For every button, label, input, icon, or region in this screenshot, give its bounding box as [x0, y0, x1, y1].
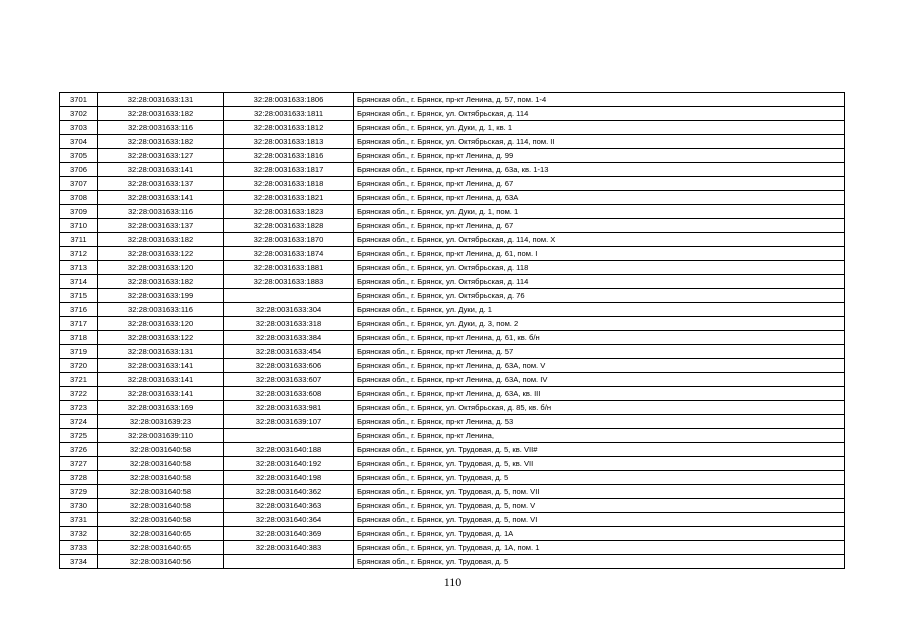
table-row	[60, 107, 845, 121]
row-number-cell: 3719	[60, 345, 98, 359]
address-cell: Брянская обл., г. Брянск, пр-кт Ленина, д. 63а, кв. 1-13	[354, 163, 845, 177]
parcel-number-cell: 32:28:0031640:65	[98, 527, 224, 541]
object-number-cell: 32:28:0031633:1828	[224, 219, 354, 233]
parcel-number-cell: 32:28:0031633:122	[98, 331, 224, 345]
object-number-cell: 32:28:0031633:1811	[224, 107, 354, 121]
parcel-number-cell: 32:28:0031633:116	[98, 121, 224, 135]
parcel-number-cell: 32:28:0031633:127	[98, 149, 224, 163]
object-number-cell: 32:28:0031633:1816	[224, 149, 354, 163]
parcel-number-cell: 32:28:0031640:58	[98, 443, 224, 457]
row-number-cell: 3731	[60, 513, 98, 527]
parcel-number-cell: 32:28:0031633:120	[98, 317, 224, 331]
address-cell: Брянская обл., г. Брянск, пр-кт Ленина, д. 53	[354, 415, 845, 429]
address-cell: Брянская обл., г. Брянск, пр-кт Ленина, д. 61, пом. I	[354, 247, 845, 261]
address-cell: Брянская обл., г. Брянск, пр-кт Ленина, д. 63А, пом. IV	[354, 373, 845, 387]
row-number-cell: 3704	[60, 135, 98, 149]
address-cell: Брянская обл., г. Брянск, ул. Дуки, д. 1	[354, 303, 845, 317]
object-number-cell	[224, 429, 354, 443]
row-number-cell: 3712	[60, 247, 98, 261]
table-row	[60, 513, 845, 527]
object-number-cell: 32:28:0031640:369	[224, 527, 354, 541]
table-row	[60, 359, 845, 373]
parcel-number-cell: 32:28:0031633:182	[98, 233, 224, 247]
row-number-cell: 3722	[60, 387, 98, 401]
table-row	[60, 401, 845, 415]
object-number-cell: 32:28:0031633:454	[224, 345, 354, 359]
object-number-cell: 32:28:0031633:1874	[224, 247, 354, 261]
address-cell: Брянская обл., г. Брянск, пр-кт Ленина, д. 67	[354, 177, 845, 191]
table-row	[60, 345, 845, 359]
parcel-number-cell: 32:28:0031633:116	[98, 303, 224, 317]
address-cell: Брянская обл., г. Брянск, пр-кт Ленина, д. 99	[354, 149, 845, 163]
table-row	[60, 289, 845, 303]
address-cell: Брянская обл., г. Брянск, ул. Октябрьская, д. 85, кв. б/н	[354, 401, 845, 415]
object-number-cell: 32:28:0031633:1870	[224, 233, 354, 247]
table-row	[60, 331, 845, 345]
row-number-cell: 3707	[60, 177, 98, 191]
object-number-cell: 32:28:0031633:608	[224, 387, 354, 401]
parcel-number-cell: 32:28:0031640:58	[98, 471, 224, 485]
parcel-number-cell: 32:28:0031633:120	[98, 261, 224, 275]
parcel-number-cell: 32:28:0031633:169	[98, 401, 224, 415]
parcel-number-cell: 32:28:0031633:141	[98, 359, 224, 373]
table-row	[60, 429, 845, 443]
table-row	[60, 275, 845, 289]
parcel-number-cell: 32:28:0031633:131	[98, 93, 224, 107]
address-cell: Брянская обл., г. Брянск, пр-кт Ленина, д. 63А	[354, 191, 845, 205]
object-number-cell: 32:28:0031640:362	[224, 485, 354, 499]
address-cell: Брянская обл., г. Брянск, ул. Трудовая, д. 5, пом. V	[354, 499, 845, 513]
row-number-cell: 3730	[60, 499, 98, 513]
table-row	[60, 233, 845, 247]
table-row	[60, 191, 845, 205]
address-cell: Брянская обл., г. Брянск, ул. Октябрьская, д. 118	[354, 261, 845, 275]
object-number-cell: 32:28:0031640:364	[224, 513, 354, 527]
object-number-cell: 32:28:0031640:383	[224, 541, 354, 555]
object-number-cell: 32:28:0031640:188	[224, 443, 354, 457]
table-row	[60, 303, 845, 317]
object-number-cell: 32:28:0031633:384	[224, 331, 354, 345]
object-number-cell: 32:28:0031633:1881	[224, 261, 354, 275]
object-number-cell: 32:28:0031633:606	[224, 359, 354, 373]
object-number-cell	[224, 555, 354, 569]
table-row	[60, 163, 845, 177]
table-row	[60, 541, 845, 555]
table-row	[60, 261, 845, 275]
object-number-cell: 32:28:0031633:607	[224, 373, 354, 387]
parcel-number-cell: 32:28:0031633:182	[98, 275, 224, 289]
address-cell: Брянская обл., г. Брянск, ул. Трудовая, д. 5, пом. VII	[354, 485, 845, 499]
address-cell: Брянская обл., г. Брянск, ул. Октябрьская, д. 114, пом. II	[354, 135, 845, 149]
parcel-number-cell: 32:28:0031639:110	[98, 429, 224, 443]
object-number-cell: 32:28:0031640:192	[224, 457, 354, 471]
row-number-cell: 3721	[60, 373, 98, 387]
table-row	[60, 247, 845, 261]
address-cell: Брянская обл., г. Брянск, ул. Трудовая, д. 5	[354, 555, 845, 569]
object-number-cell	[224, 289, 354, 303]
table-row	[60, 499, 845, 513]
parcel-number-cell: 32:28:0031633:131	[98, 345, 224, 359]
registry-table-body	[60, 93, 845, 569]
row-number-cell: 3723	[60, 401, 98, 415]
row-number-cell: 3720	[60, 359, 98, 373]
address-cell: Брянская обл., г. Брянск, ул. Октябрьская, д. 114, пом. X	[354, 233, 845, 247]
parcel-number-cell: 32:28:0031640:58	[98, 457, 224, 471]
parcel-number-cell: 32:28:0031639:23	[98, 415, 224, 429]
row-number-cell: 3725	[60, 429, 98, 443]
address-cell: Брянская обл., г. Брянск, ул. Трудовая, д. 5, пом. VI	[354, 513, 845, 527]
table-row	[60, 219, 845, 233]
row-number-cell: 3714	[60, 275, 98, 289]
row-number-cell: 3716	[60, 303, 98, 317]
parcel-number-cell: 32:28:0031640:58	[98, 499, 224, 513]
row-number-cell: 3706	[60, 163, 98, 177]
table-row	[60, 177, 845, 191]
row-number-cell: 3710	[60, 219, 98, 233]
registry-table	[59, 92, 845, 569]
address-cell: Брянская обл., г. Брянск, ул. Дуки, д. 3, пом. 2	[354, 317, 845, 331]
table-row	[60, 457, 845, 471]
table-row	[60, 121, 845, 135]
parcel-number-cell: 32:28:0031633:116	[98, 205, 224, 219]
object-number-cell: 32:28:0031640:198	[224, 471, 354, 485]
address-cell: Брянская обл., г. Брянск, ул. Трудовая, д. 5, кв. VII	[354, 457, 845, 471]
table-row	[60, 527, 845, 541]
address-cell: Брянская обл., г. Брянск, пр-кт Ленина, д. 57, пом. 1-4	[354, 93, 845, 107]
table-row	[60, 485, 845, 499]
object-number-cell: 32:28:0031633:1818	[224, 177, 354, 191]
parcel-number-cell: 32:28:0031640:56	[98, 555, 224, 569]
address-cell: Брянская обл., г. Брянск, пр-кт Ленина,	[354, 429, 845, 443]
row-number-cell: 3715	[60, 289, 98, 303]
address-cell: Брянская обл., г. Брянск, ул. Трудовая, д. 5	[354, 471, 845, 485]
object-number-cell: 32:28:0031633:318	[224, 317, 354, 331]
row-number-cell: 3734	[60, 555, 98, 569]
row-number-cell: 3727	[60, 457, 98, 471]
address-cell: Брянская обл., г. Брянск, ул. Дуки, д. 1, кв. 1	[354, 121, 845, 135]
address-cell: Брянская обл., г. Брянск, пр-кт Ленина, д. 57	[354, 345, 845, 359]
address-cell: Брянская обл., г. Брянск, ул. Трудовая, д. 5, кв. VII#	[354, 443, 845, 457]
address-cell: Брянская обл., г. Брянск, ул. Трудовая, д. 1А	[354, 527, 845, 541]
address-cell: Брянская обл., г. Брянск, ул. Дуки, д. 1, пом. 1	[354, 205, 845, 219]
parcel-number-cell: 32:28:0031633:182	[98, 135, 224, 149]
parcel-number-cell: 32:28:0031633:199	[98, 289, 224, 303]
row-number-cell: 3708	[60, 191, 98, 205]
table-row	[60, 135, 845, 149]
page-number: 110	[443, 575, 462, 589]
row-number-cell: 3732	[60, 527, 98, 541]
table-row	[60, 387, 845, 401]
table-row	[60, 555, 845, 569]
object-number-cell: 32:28:0031633:1817	[224, 163, 354, 177]
object-number-cell: 32:28:0031633:1883	[224, 275, 354, 289]
row-number-cell: 3702	[60, 107, 98, 121]
parcel-number-cell: 32:28:0031633:141	[98, 373, 224, 387]
object-number-cell: 32:28:0031633:1821	[224, 191, 354, 205]
table-row	[60, 373, 845, 387]
object-number-cell: 32:28:0031633:1812	[224, 121, 354, 135]
row-number-cell: 3705	[60, 149, 98, 163]
table-row	[60, 443, 845, 457]
address-cell: Брянская обл., г. Брянск, пр-кт Ленина, д. 63А, пом. V	[354, 359, 845, 373]
row-number-cell: 3718	[60, 331, 98, 345]
address-cell: Брянская обл., г. Брянск, ул. Октябрьская, д. 114	[354, 107, 845, 121]
table-row	[60, 149, 845, 163]
row-number-cell: 3717	[60, 317, 98, 331]
row-number-cell: 3701	[60, 93, 98, 107]
table-row	[60, 415, 845, 429]
row-number-cell: 3729	[60, 485, 98, 499]
address-cell: Брянская обл., г. Брянск, пр-кт Ленина, д. 63А, кв. III	[354, 387, 845, 401]
parcel-number-cell: 32:28:0031640:58	[98, 513, 224, 527]
object-number-cell: 32:28:0031633:981	[224, 401, 354, 415]
object-number-cell: 32:28:0031640:363	[224, 499, 354, 513]
row-number-cell: 3709	[60, 205, 98, 219]
object-number-cell: 32:28:0031639:107	[224, 415, 354, 429]
parcel-number-cell: 32:28:0031633:182	[98, 107, 224, 121]
parcel-number-cell: 32:28:0031640:58	[98, 485, 224, 499]
parcel-number-cell: 32:28:0031640:65	[98, 541, 224, 555]
parcel-number-cell: 32:28:0031633:141	[98, 387, 224, 401]
row-number-cell: 3711	[60, 233, 98, 247]
object-number-cell: 32:28:0031633:1806	[224, 93, 354, 107]
object-number-cell: 32:28:0031633:304	[224, 303, 354, 317]
address-cell: Брянская обл., г. Брянск, пр-кт Ленина, д. 67	[354, 219, 845, 233]
row-number-cell: 3724	[60, 415, 98, 429]
parcel-number-cell: 32:28:0031633:137	[98, 219, 224, 233]
row-number-cell: 3703	[60, 121, 98, 135]
parcel-number-cell: 32:28:0031633:141	[98, 191, 224, 205]
address-cell: Брянская обл., г. Брянск, ул. Трудовая, д. 1А, пом. 1	[354, 541, 845, 555]
address-cell: Брянская обл., г. Брянск, ул. Октябрьская, д. 114	[354, 275, 845, 289]
address-cell: Брянская обл., г. Брянск, ул. Октябрьская, д. 76	[354, 289, 845, 303]
row-number-cell: 3733	[60, 541, 98, 555]
parcel-number-cell: 32:28:0031633:141	[98, 163, 224, 177]
table-row	[60, 471, 845, 485]
object-number-cell: 32:28:0031633:1813	[224, 135, 354, 149]
table-row	[60, 205, 845, 219]
row-number-cell: 3713	[60, 261, 98, 275]
object-number-cell: 32:28:0031633:1823	[224, 205, 354, 219]
row-number-cell: 3728	[60, 471, 98, 485]
row-number-cell: 3726	[60, 443, 98, 457]
parcel-number-cell: 32:28:0031633:122	[98, 247, 224, 261]
address-cell: Брянская обл., г. Брянск, пр-кт Ленина, д. 61, кв. б/н	[354, 331, 845, 345]
table-row	[60, 93, 845, 107]
table-row	[60, 317, 845, 331]
parcel-number-cell: 32:28:0031633:137	[98, 177, 224, 191]
